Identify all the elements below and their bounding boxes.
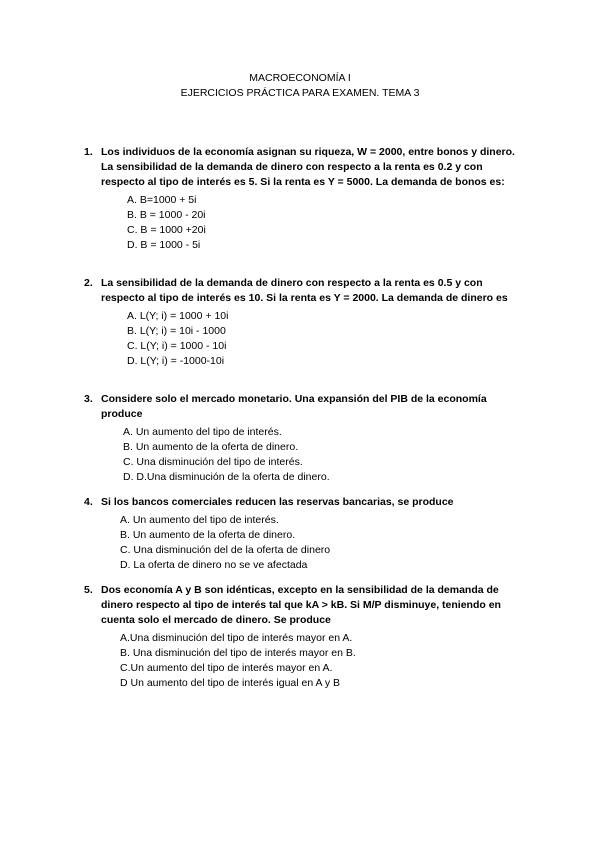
answer-option-c: C. L(Y; i) = 1000 - 10i bbox=[127, 340, 227, 352]
question-number: 1. bbox=[84, 146, 93, 158]
document-subtitle: EJERCICIOS PRÁCTICA PARA EXAMEN. TEMA 3 bbox=[180, 87, 420, 99]
question-5 bbox=[84, 583, 524, 691]
answer-option-b: B. Un aumento de la oferta de dinero. bbox=[120, 529, 296, 541]
answer-option-d: D Un aumento del tipo de interés igual en A y B bbox=[120, 677, 341, 689]
question-4 bbox=[84, 495, 524, 573]
answer-option-b: B. B = 1000 - 20i bbox=[127, 209, 206, 221]
answer-option-c: C. B = 1000 +20i bbox=[127, 224, 206, 236]
answer-option-d: D. La oferta de dinero no se ve afectada bbox=[120, 559, 308, 571]
question-number: 4. bbox=[84, 496, 93, 508]
question-text: Considere solo el mercado monetario. Una expansión del PIB de la economía produce bbox=[101, 393, 487, 420]
answer-option-d: D. L(Y; i) = -1000-10i bbox=[127, 355, 225, 367]
document-title: MACROECONOMÍA I bbox=[249, 72, 351, 84]
answer-option-c: C. Una disminución del tipo de interés. bbox=[123, 456, 303, 468]
answer-options bbox=[127, 193, 524, 253]
answer-option-c: C. Una disminución del de la oferta de dinero bbox=[120, 544, 331, 556]
answer-option-a: A. L(Y; i) = 1000 + 10i bbox=[127, 310, 229, 322]
question-number: 3. bbox=[84, 393, 93, 405]
answer-option-a: A. Un aumento del tipo de interés. bbox=[120, 514, 279, 526]
answer-option-b: B. Un aumento de la oferta de dinero. bbox=[123, 441, 299, 453]
answer-options bbox=[127, 309, 524, 369]
answer-option-a: A. Un aumento del tipo de interés. bbox=[123, 426, 282, 438]
answer-options bbox=[120, 513, 524, 573]
answer-option-c: C.Un aumento del tipo de interés mayor en A. bbox=[120, 662, 333, 674]
answer-option-d: D. B = 1000 - 5i bbox=[127, 239, 201, 251]
answer-option-a: A. B=1000 + 5i bbox=[127, 194, 197, 206]
answer-options bbox=[123, 425, 524, 485]
answer-options bbox=[120, 631, 524, 691]
answer-option-a: A.Una disminución del tipo de interés mayor en A. bbox=[120, 632, 353, 644]
question-1 bbox=[84, 145, 524, 253]
answer-option-b: B. L(Y; i) = 10i - 1000 bbox=[127, 325, 226, 337]
question-2 bbox=[84, 276, 524, 369]
answer-option-b: B. Una disminución del tipo de interés mayor en B. bbox=[120, 647, 356, 659]
question-3 bbox=[84, 392, 524, 485]
question-text: La sensibilidad de la demanda de dinero con respecto a la renta es 0.5 y con respecto al tipo de interés es 10. Si la renta es Y = 2000. La demanda de dinero es bbox=[101, 277, 508, 304]
question-number: 5. bbox=[84, 584, 93, 596]
question-text: Si los bancos comerciales reducen las reservas bancarias, se produce bbox=[101, 496, 454, 508]
question-number: 2. bbox=[84, 277, 93, 289]
answer-option-d: D. D.Una disminución de la oferta de dinero. bbox=[123, 471, 330, 483]
document-header bbox=[0, 71, 600, 101]
question-text: Dos economía A y B son idénticas, excepto en la sensibilidad de la demanda de dinero respecto al tipo de interés tal que kA > kB. Si M/P disminuye, teniendo en cuenta solo el mercado de dinero. Se produce bbox=[101, 584, 501, 626]
question-text: Los individuos de la economía asignan su riqueza, W = 2000, entre bonos y dinero. La sensibilidad de la demanda de dinero con respecto a la renta es 0.2 y con respecto al tipo de interés es 5. Si la renta es Y = 5000. La demanda de bonos es: bbox=[101, 146, 515, 188]
